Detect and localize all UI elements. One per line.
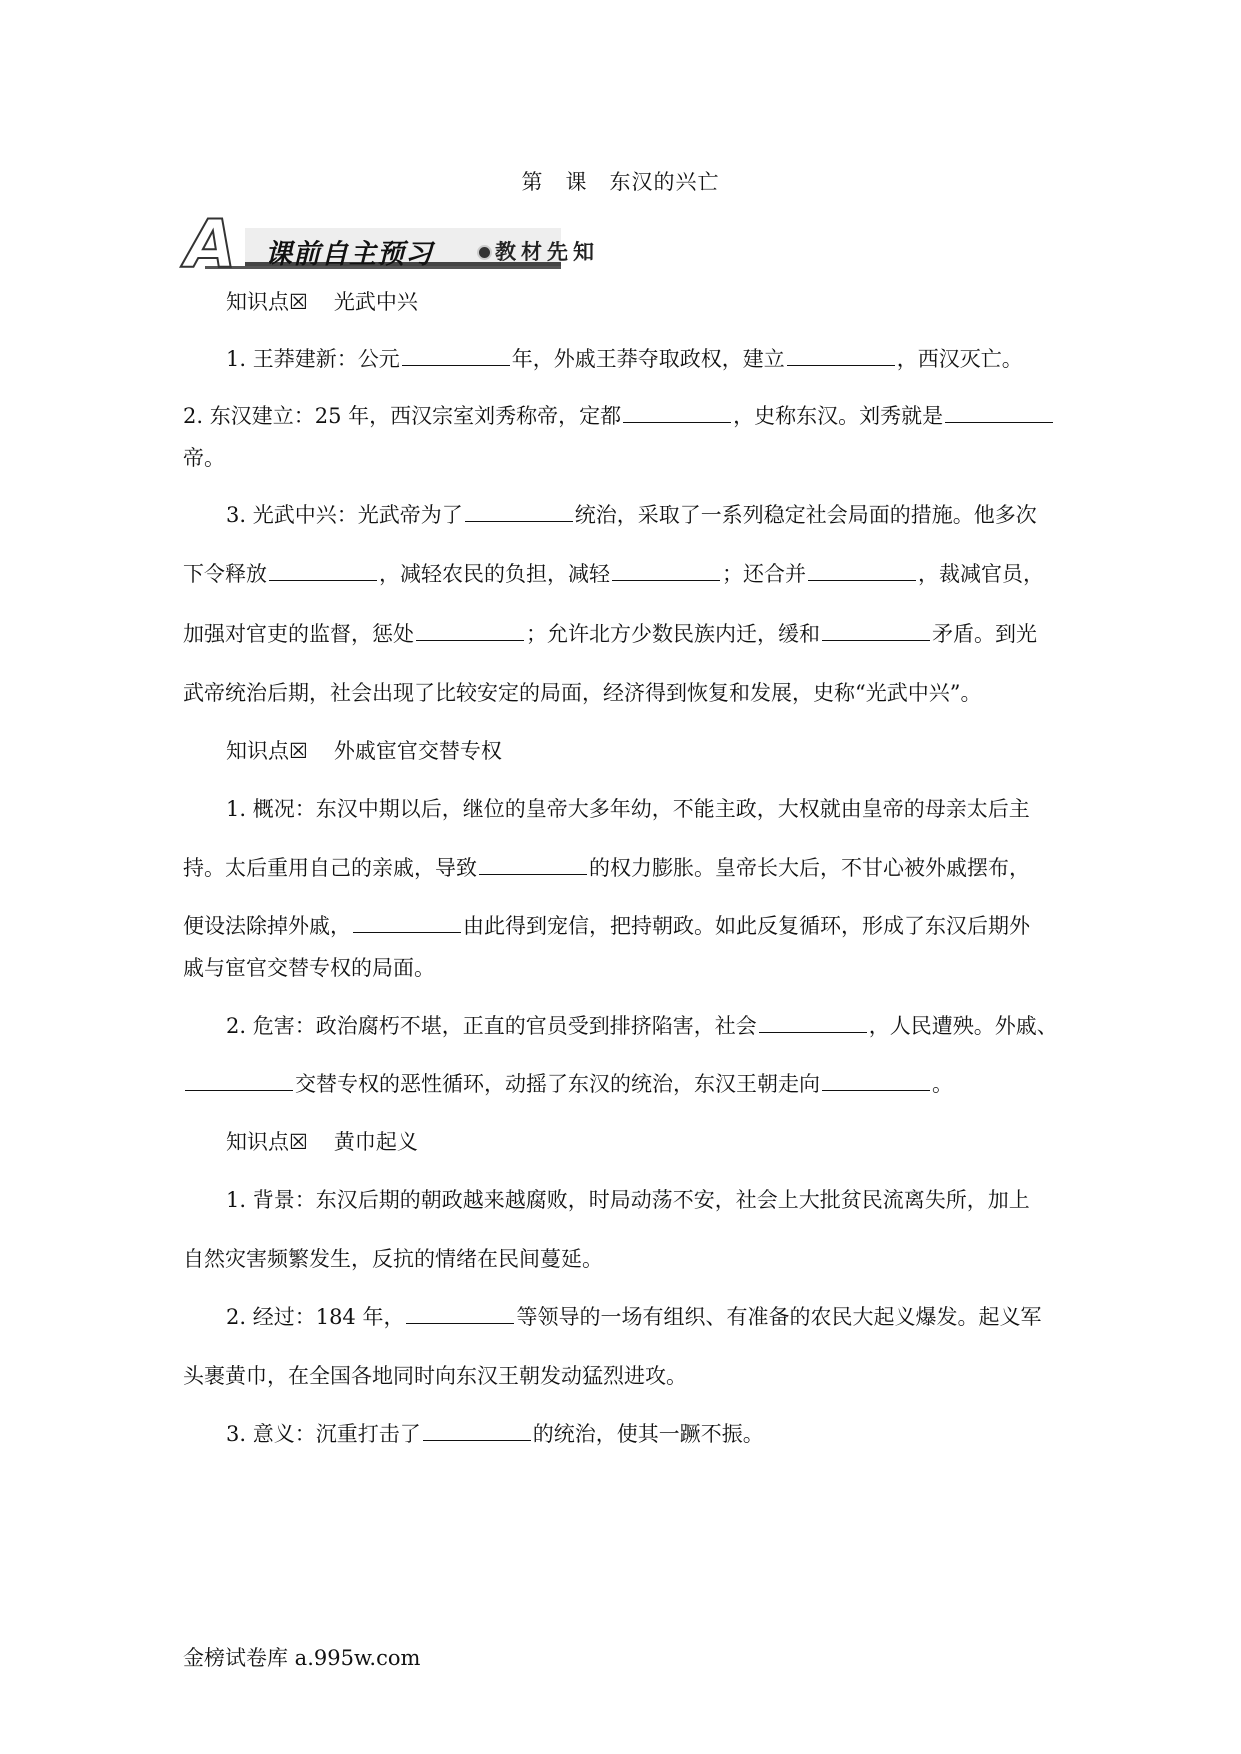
text-segment: ，人民遭殃。外戚、 (868, 1014, 1058, 1038)
text-segment: 下令释放 (183, 562, 267, 586)
knowledge-point-title: 黄巾起义 (333, 1130, 418, 1154)
text-line (183, 618, 1063, 648)
text-segment: ；允许北方少数民族内迁，缓和 (526, 622, 820, 646)
fill-in-blank[interactable] (612, 561, 720, 581)
text-segment: 由此得到宠信，把持朝政。如此反复循环，形成了东汉后期外 (463, 914, 1030, 938)
text-segment: ，史称东汉。刘秀就是 (733, 404, 944, 428)
fill-in-blank[interactable] (416, 621, 524, 641)
text-segment: 戚与宦官交替专权的局面。 (183, 956, 435, 980)
fill-in-blank[interactable] (406, 1304, 514, 1324)
text-line (226, 1010, 1063, 1040)
fill-in-blank[interactable] (822, 621, 930, 641)
text-line (183, 1243, 1063, 1273)
banner-main-text: 课前自主预习 (265, 239, 433, 270)
text-segment: 自然灾害频繁发生，反抗的情绪在民间蔓延。 (183, 1247, 603, 1271)
text-line (183, 558, 1063, 588)
knowledge-point-label: 知识点☒ (226, 290, 308, 314)
text-segment: 的权力膨胀。皇帝长大后，不甘心被外戚摆布， (589, 856, 1030, 880)
text-line (183, 852, 1063, 882)
text-segment: 等领导的一场有组织、有准备的农民大起义爆发。起义军 (516, 1305, 1042, 1329)
text-line (183, 442, 1063, 472)
text-line (183, 1068, 1063, 1098)
text-segment: ；还合并 (722, 562, 806, 586)
text-line (226, 499, 1063, 529)
fill-in-blank[interactable] (269, 561, 377, 581)
text-segment: ，西汉灭亡。 (896, 347, 1023, 371)
fill-in-blank[interactable] (185, 1071, 293, 1091)
fill-in-blank[interactable] (787, 346, 895, 366)
text-segment: 2. 经过：184 年， (226, 1305, 405, 1329)
text-segment: 1. 概况：东汉中期以后，继位的皇帝大多年幼，不能主政，大权就由皇帝的母亲太后主 (226, 797, 1030, 821)
text-segment: 便设法除掉外戚， (183, 914, 351, 938)
fill-in-blank[interactable] (353, 913, 461, 933)
text-segment: 1. 背景：东汉后期的朝政越来越腐败，时局动荡不安，社会上大批贫民流离失所，加上 (226, 1188, 1030, 1212)
text-line (226, 1418, 1063, 1448)
text-segment: 。 (932, 1072, 953, 1096)
text-segment: ，裁减官员， (918, 562, 1044, 586)
text-line (226, 1184, 1063, 1214)
text-segment: 矛盾。到光 (932, 622, 1037, 646)
banner-letter: A (185, 206, 237, 283)
fill-in-blank[interactable] (822, 1071, 930, 1091)
fill-in-blank[interactable] (423, 1421, 531, 1441)
text-segment: 3. 意义：沉重打击了 (226, 1422, 421, 1446)
fill-in-blank[interactable] (759, 1013, 867, 1033)
fill-in-blank[interactable] (945, 403, 1053, 423)
banner-dot-icon (477, 245, 492, 260)
text-segment: 交替专权的恶性循环，动摇了东汉的统治，东汉王朝走向 (295, 1072, 820, 1096)
knowledge-point-heading (226, 735, 502, 765)
knowledge-point-label: 知识点☒ (226, 1130, 308, 1154)
text-line (183, 677, 1063, 707)
page-title: 第 课 东汉的兴亡 (521, 170, 720, 194)
text-line (183, 910, 1063, 940)
fill-in-blank[interactable] (465, 502, 573, 522)
text-segment: 加强对官吏的监督，惩处 (183, 622, 414, 646)
text-line (183, 1360, 1063, 1390)
text-segment: 统治，采取了一系列稳定社会局面的措施。他多次 (574, 503, 1037, 527)
text-segment: 头裹黄巾，在全国各地同时向东汉王朝发动猛烈进攻。 (183, 1364, 687, 1388)
fill-in-blank[interactable] (402, 346, 510, 366)
text-segment: 3. 光武中兴：光武帝为了 (226, 503, 463, 527)
text-segment: 武帝统治后期，社会出现了比较安定的局面，经济得到恢复和发展，史称“光武中兴”。 (183, 681, 982, 705)
fill-in-blank[interactable] (623, 403, 731, 423)
text-segment: 的统治，使其一蹶不振。 (532, 1422, 764, 1446)
knowledge-point-title: 光武中兴 (333, 290, 418, 314)
knowledge-point-heading (226, 1126, 418, 1156)
banner-sub-text: 教材先知 (495, 240, 599, 264)
text-segment: ，减轻农民的负担，减轻 (379, 562, 610, 586)
text-segment: 帝。 (183, 446, 225, 470)
text-line (226, 1301, 1063, 1331)
knowledge-point-title: 外戚宦官交替专权 (333, 739, 502, 763)
footer-source: 金榜试卷库 a.995w.com (183, 1646, 421, 1670)
text-line (183, 400, 1063, 430)
knowledge-point-heading (226, 286, 418, 316)
text-segment: 1. 王莽建新：公元 (226, 347, 400, 371)
text-segment: 2. 东汉建立：25 年，西汉宗室刘秀称帝，定都 (183, 404, 622, 428)
text-line (226, 343, 1063, 373)
fill-in-blank[interactable] (479, 855, 587, 875)
section-banner (183, 206, 683, 283)
text-segment: 2. 危害：政治腐朽不堪，正直的官员受到排挤陷害，社会 (226, 1014, 757, 1038)
fill-in-blank[interactable] (808, 561, 916, 581)
text-line (226, 793, 1063, 823)
text-segment: 持。太后重用自己的亲戚，导致 (183, 856, 477, 880)
text-line (183, 952, 1063, 982)
knowledge-point-label: 知识点☒ (226, 739, 308, 763)
text-segment: 年，外戚王莽夺取政权，建立 (511, 347, 785, 371)
